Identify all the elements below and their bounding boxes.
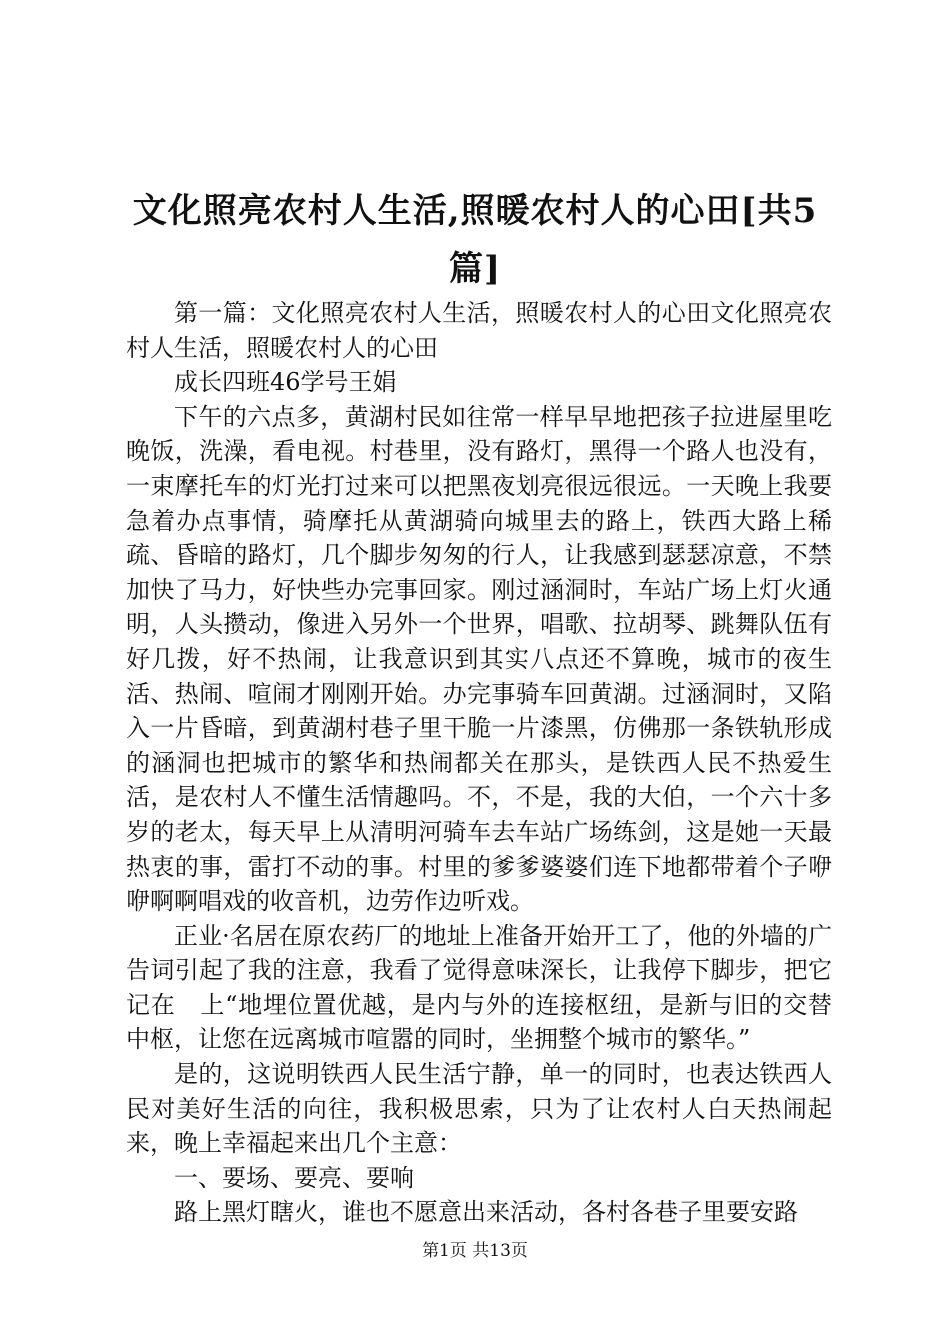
paragraph-reflection: 是的，这说明铁西人民生活宁静，单一的同时，也表达铁西人民对美好生活的向往，我积极思索，只为了让农村人白天热闹起来，晚上幸福起来出几个主意： (126, 1060, 832, 1158)
paragraph-heading-first-article: 第一篇：文化照亮农村人生活，照暖农村人的心田文化照亮农村人生活，照暖农村人的心田 (126, 299, 832, 362)
paragraph-author-line: 成长四班46学号王娟 (174, 368, 397, 397)
paragraph-evening-scene: 下午的六点多，黄湖村民如往常一样早早地把孩子拉进屋里吃晚饭，洗澡，看电视。村巷里，没有路灯，黑得一个路人也没有，一束摩托车的灯光打过来可以把黑夜划亮很远很远。一天晚上我要急着办点事情，骑摩托从黄湖骑向城里去的路上，铁西大路上稀疏、昏暗的路灯，几个脚步匆匆的行人，让我感到瑟瑟凉意，不禁加快了马力，好快些办完事回家。刚过涵洞时，车站广场上灯火通明，人头攒动，像进入另外一个世界，唱歌、拉胡琴、跳舞队伍有好几拨，好不热闹，让我意识到其实八点还不算晚，城市的夜生活、热闹、喧闹才刚刚开始。办完事骑车回黄湖。过涵洞时，又陷入一片昏暗，到黄湖村巷子里干脆一片漆黑，仿佛那一条铁轨形成的涵洞也把城市的繁华和热闹都关在那头，是铁西人民不热爱生活，是农村人不懂生活情趣吗。不，不是，我的大伯，一个六十多岁的老太，每天早上从清明河骑车去车站广场练剑，这是她一天最热衷的事，雷打不动的事。村里的爹爹婆婆们连下地都带着个子咿咿啊啊唱戏的收音机，边劳作边听戏。 (126, 402, 832, 916)
document-title: 文化照亮农村人生活,照暖农村人的心田[共5篇] (132, 191, 818, 289)
paragraph-street-lights: 路上黑灯瞎火，谁也不愿意出来活动，各村各巷子里要安路 (174, 1198, 798, 1227)
document-body (126, 296, 832, 1230)
paragraph-section-heading: 一、要场、要亮、要响 (174, 1163, 414, 1192)
page-number-footer: 第1页 共13页 (422, 1241, 528, 1261)
paragraph-advertisement-quote: 正业·名居在原农药厂的地址上准备开始开工了，他的外墙的广告词引起了我的注意，我看了觉得意味深长，让我停下脚步，把它记在 上“地埋位置优越，是内与外的连接枢纽，是新与旧的交替中枢，让您在远离城市喧嚣的同时，坐拥整个城市的繁华。” (126, 921, 832, 1054)
